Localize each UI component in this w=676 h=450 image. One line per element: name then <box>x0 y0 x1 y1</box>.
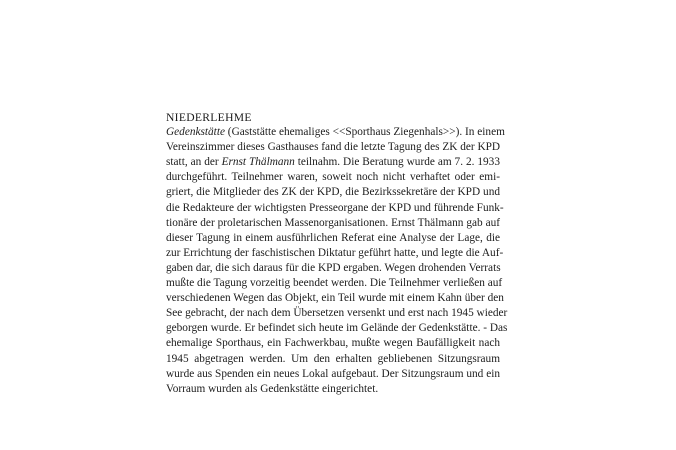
body-text: gaben dar, die sich daraus für die KPD ergaben. Wegen drohenden Verrats <box>166 261 501 274</box>
body-text: teilnahm. Die Beratung wurde am 7. 2. 1933 <box>294 156 500 169</box>
body-text: durchgeführt. Teilnehmer waren, soweit noch nicht verhaftet oder emi- <box>166 171 500 184</box>
body-line <box>166 261 500 276</box>
body-line <box>166 246 504 261</box>
body-text: See gebracht, der nach dem Übersetzen versenkt und erst nach 1945 wieder <box>166 307 508 320</box>
body-text: ehemalige Sporthaus, ein Fachwerkbau, mußte wegen Baufälligkeit nach <box>166 337 500 350</box>
body-line <box>166 125 505 140</box>
body-line <box>166 352 500 367</box>
article-block <box>166 110 508 397</box>
body-line <box>166 367 500 382</box>
emphasis-text: Gedenkstätte <box>166 126 225 139</box>
body-text: verschiedenen Wegen das Objekt, ein Teil wurde mit einem Kahn über den <box>166 292 504 305</box>
body-line <box>166 336 500 351</box>
body-text: (Gaststätte ehemaliges <<Sporthaus Ziegenhals>>). In einem <box>224 126 505 139</box>
article-body <box>166 125 508 397</box>
body-line <box>166 170 500 185</box>
body-line <box>166 140 500 155</box>
body-line <box>166 382 500 397</box>
body-line <box>166 185 500 200</box>
body-line <box>166 321 508 336</box>
body-text: zur Errichtung der faschistischen Diktatur geführt hatte, und legte die Auf- <box>166 246 504 259</box>
body-text: Vorraum wurden als Gedenkstätte eingerichtet. <box>166 382 379 395</box>
body-text: mußte die Tagung vorzeitig beendet werden. Die Teilnehmer verließen auf <box>166 277 503 290</box>
body-line <box>166 306 508 321</box>
body-text: geborgen wurde. Er befindet sich heute im Gelände der Gedenkstätte. - Das <box>166 322 508 335</box>
body-text: 1945 abgetragen werden. Um den erhalten gebliebenen Sitzungsraum <box>166 352 500 365</box>
body-line <box>166 291 504 306</box>
body-text: statt, an der <box>166 156 222 169</box>
body-text: dieser Tagung in einem ausführlichen Referat eine Analyse der Lage, die <box>166 231 500 244</box>
body-text: griert, die Mitglieder des ZK der KPD, die Bezirkssekretäre der KPD und <box>166 186 500 199</box>
body-text: Vereinszimmer dieses Gasthauses fand die letzte Tagung des ZK der KPD <box>166 141 501 154</box>
body-line <box>166 201 504 216</box>
body-line <box>166 216 500 231</box>
body-text: wurde aus Spenden ein neues Lokal aufgebaut. Der Sitzungsraum und ein <box>166 367 500 380</box>
article-title: NIEDERLEHME <box>166 111 252 124</box>
body-line <box>166 155 500 170</box>
body-text: die Redakteure der wichtigsten Presseorgane der KPD und führende Funk- <box>166 201 504 214</box>
body-line <box>166 276 503 291</box>
body-line <box>166 231 500 246</box>
body-text: tionäre der proletarischen Massenorganisationen. Ernst Thälmann gab auf <box>166 216 500 229</box>
emphasis-text: Ernst Thälmann <box>221 156 295 169</box>
